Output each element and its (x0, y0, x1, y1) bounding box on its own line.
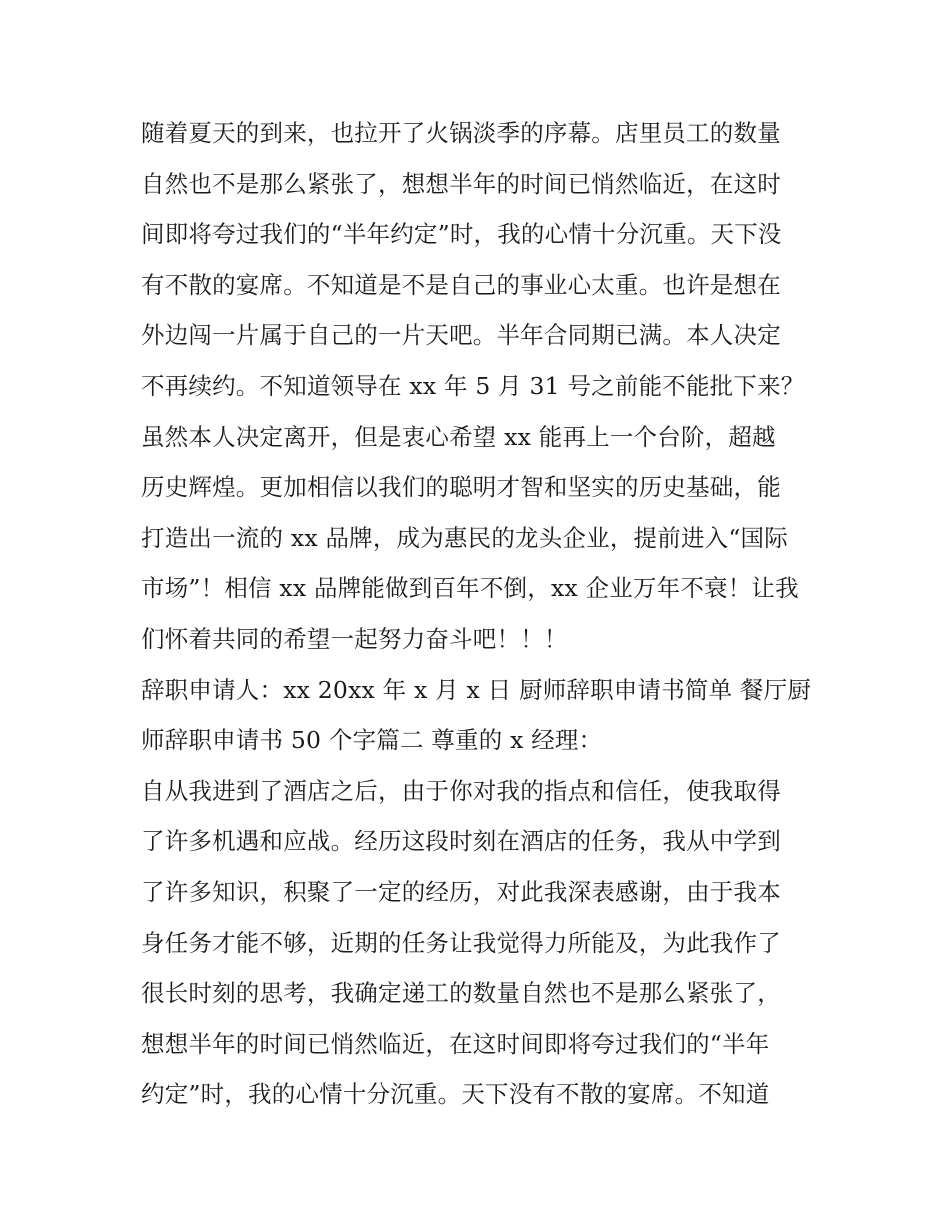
document-body (141, 108, 816, 1120)
text-line: 师辞职申请书 50 个字篇二 尊重的 x 经理： (141, 726, 603, 755)
text-line: 辞职申请人：xx 20xx 年 x 月 x 日 厨师辞职申请书简单 餐厅厨 (141, 675, 812, 704)
text-line: 了许多机遇和应战。经历这段时刻在酒店的任务，我从中学到 (141, 827, 781, 856)
text-line: 有不散的宴席。不知道是不是自己的事业心太重。也许是想在 (141, 270, 781, 299)
text-line: 们怀着共同的希望一起努力奋斗吧！！！ (141, 624, 568, 653)
text-line: 虽然本人决定离开，但是衷心希望 xx 能再上一个台阶，超越 (141, 422, 776, 451)
text-line: 不再续约。不知道领导在 xx 年 5 月 31 号之前能不能批下来？ (141, 371, 805, 400)
text-line: 想想半年的时间已悄然临近，在这时间即将夸过我们的“半年 (141, 1029, 770, 1058)
text-line: 身任务才能不够，近期的任务让我觉得力所能及，为此我作了 (141, 928, 781, 957)
text-line: 打造出一流的 xx 品牌，成为惠民的龙头企业，提前进入“国际 (141, 523, 788, 552)
text-line: 外边闯一片属于自己的一片天吧。半年合同期已满。本人决定 (141, 321, 781, 350)
text-line: 市场”！相信 xx 品牌能做到百年不倒，xx 企业万年不衰！让我 (141, 574, 799, 603)
text-line: 间即将夸过我们的“半年约定”时，我的心情十分沉重。天下没 (141, 220, 782, 249)
text-line: 自然也不是那么紧张了，想想半年的时间已悄然临近，在这时 (141, 169, 781, 198)
text-line: 随着夏天的到来，也拉开了火锅淡季的序幕。店里员工的数量 (141, 119, 781, 147)
text-line: 很长时刻的思考，我确定递工的数量自然也不是那么紧张了， (141, 979, 781, 1008)
text-line: 了许多知识，积聚了一定的经历，对此我深表感谢，由于我本 (141, 877, 781, 906)
text-line: 历史辉煌。更加相信以我们的聪明才智和坚实的历史基础，能 (141, 473, 781, 502)
text-line: 自从我进到了酒店之后，由于你对我的指点和信任，使我取得 (141, 776, 781, 805)
text-line: 约定”时，我的心情十分沉重。天下没有不散的宴席。不知道 (141, 1080, 770, 1109)
